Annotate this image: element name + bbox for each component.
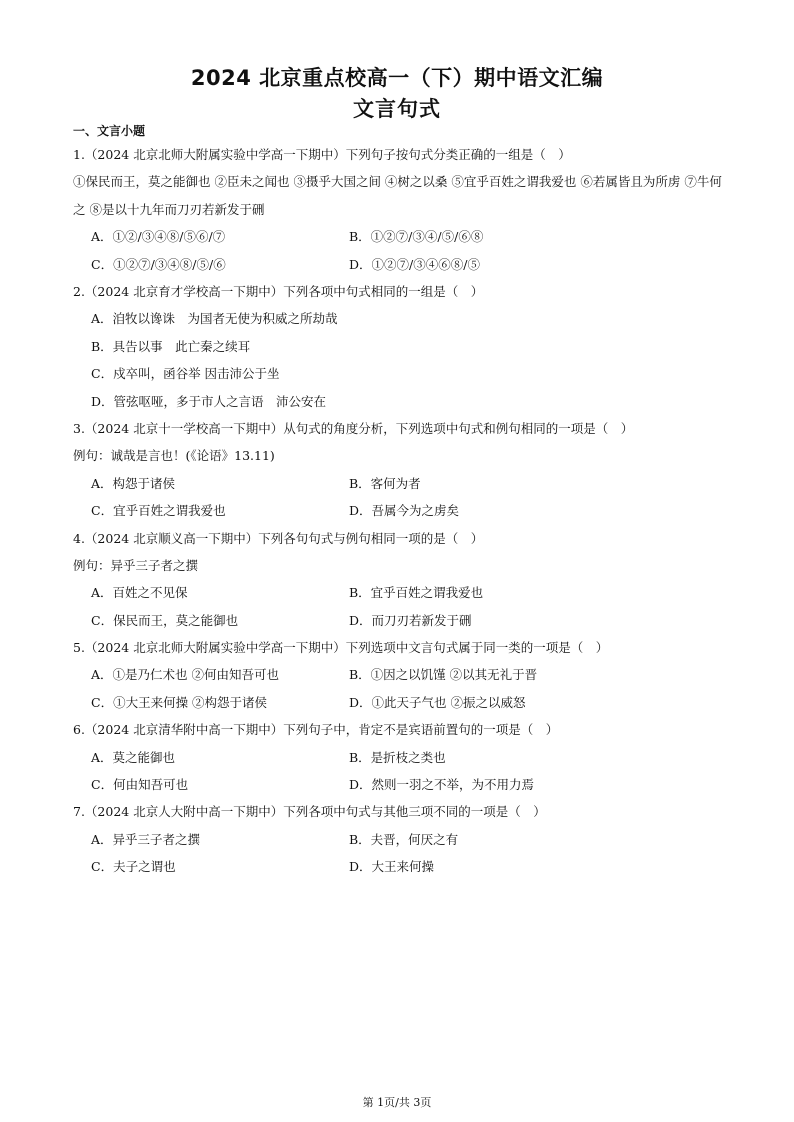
option-d[interactable]: D．而刀刃若新发于硎 [349,612,472,628]
option-row [73,826,723,853]
option-row [73,744,723,771]
option-a[interactable]: A．构怨于诸侯 [91,475,176,491]
option-row [73,251,723,278]
option-d[interactable]: D．然则一羽之不举，为不用力焉 [349,777,535,793]
question-6 [73,716,723,798]
page-number: 第 1页/共 3页 [362,1096,432,1109]
option-a[interactable]: A．百姓之不见保 [91,585,188,601]
question-material: ①保民而王，莫之能御也 ②臣未之闻也 ③摄乎大国之间 ④树之以桑 ⑤宜乎百姓之谓我爱也 ⑥若属皆且为所虏 ⑦牛何之 ⑧是以十九年而刀刃若新发于硎 [73,174,722,217]
question-list [73,121,723,881]
question-stem: 7.（2024 北京人大附中高一下期中）下列各项中句式与其他三项不同的一项是（ ） [73,804,546,820]
question-4 [73,525,723,635]
question-stem: 1.（2024 北京北师大附属实验中学高一下期中）下列句子按句式分类正确的一组是（ ） [73,147,571,162]
page-subtitle: 文言句式 [353,97,441,121]
option-a[interactable]: A．异乎三子者之撰 [91,831,201,847]
question-stem: 2.（2024 北京育才学校高一下期中）下列各项中句式相同的一组是（ ） [73,283,484,299]
option-b[interactable]: B．①②⑦/③④/⑤/⑥⑧ [349,229,484,245]
question-2 [73,278,723,415]
option-c[interactable]: C．夫子之谓也 [91,859,176,875]
option-d[interactable]: D．①②⑦/③④⑥⑧/⑤ [349,256,480,272]
question-stem: 6.（2024 北京清华附中高一下期中）下列句子中，肯定不是宾语前置句的一项是（ ） [73,722,559,738]
option-b[interactable]: B．具告以事 此亡秦之续耳 [91,338,251,354]
example-sentence: 例句：诚哉是言也！(《论语》13.11) [73,448,275,464]
option-row [73,853,723,880]
option-d[interactable]: D．①此天子气也 ②振之以威怒 [349,694,526,710]
option-row [73,579,723,606]
question-stem: 3.（2024 北京十一学校高一下期中）从句式的角度分析，下列选项中句式和例句相同的一项是（ ） [73,420,634,436]
question-3 [73,415,723,525]
section-heading: 一、文言小题 [73,124,146,138]
question-7 [73,798,723,880]
page-title: 2024 北京重点校高一（下）期中语文汇编 [190,66,604,90]
option-a[interactable]: A．①②/③④⑧/⑤⑥/⑦ [91,229,226,245]
question-stem: 5.（2024 北京北师大附属实验中学高一下期中）下列选项中文言句式属于同一类的一项是（ ） [73,640,609,656]
option-row [73,689,723,716]
option-c[interactable]: C．①②⑦/③④⑧/⑤/⑥ [91,256,226,272]
option-c[interactable]: C．戍卒叫，函谷举 因击沛公于坐 [91,366,280,382]
option-d[interactable]: D．吾属今为之虏矣 [349,503,460,519]
question-stem: 4.（2024 北京顺义高一下期中）下列各句句式与例句相同一项的是（ ） [73,530,484,546]
question-1 [73,141,723,278]
option-a[interactable]: A．①是乃仁术也 ②何由知吾可也 [91,667,280,683]
option-b[interactable]: B．①因之以饥馑 ②以其无礼于晋 [349,667,538,683]
option-b[interactable]: B．夫晋，何厌之有 [349,831,459,847]
option-row [73,470,723,497]
option-c[interactable]: C．保民而王，莫之能御也 [91,612,239,628]
option-row [73,497,723,524]
option-a[interactable]: A．莫之能御也 [91,749,176,765]
option-d[interactable]: D．大王来何操 [349,859,435,875]
option-b[interactable]: B．是折枝之类也 [349,749,446,765]
option-row [73,607,723,634]
question-5 [73,634,723,716]
option-c[interactable]: C．宜乎百姓之谓我爱也 [91,503,226,519]
option-b[interactable]: B．宜乎百姓之谓我爱也 [349,585,484,601]
option-c[interactable]: C．何由知吾可也 [91,777,189,793]
option-b[interactable]: B．客何为者 [349,475,421,491]
example-sentence: 例句：异乎三子者之撰 [73,557,199,573]
option-row [73,771,723,798]
option-row [73,223,723,250]
option-a[interactable]: A．洎牧以谗诛 为国者无使为积威之所劫哉 [91,311,338,327]
option-c[interactable]: C．①大王来何操 ②构怨于诸侯 [91,694,268,710]
option-d[interactable]: D．管弦呕哑，多于市人之言语 沛公安在 [91,393,327,409]
option-row [73,661,723,688]
